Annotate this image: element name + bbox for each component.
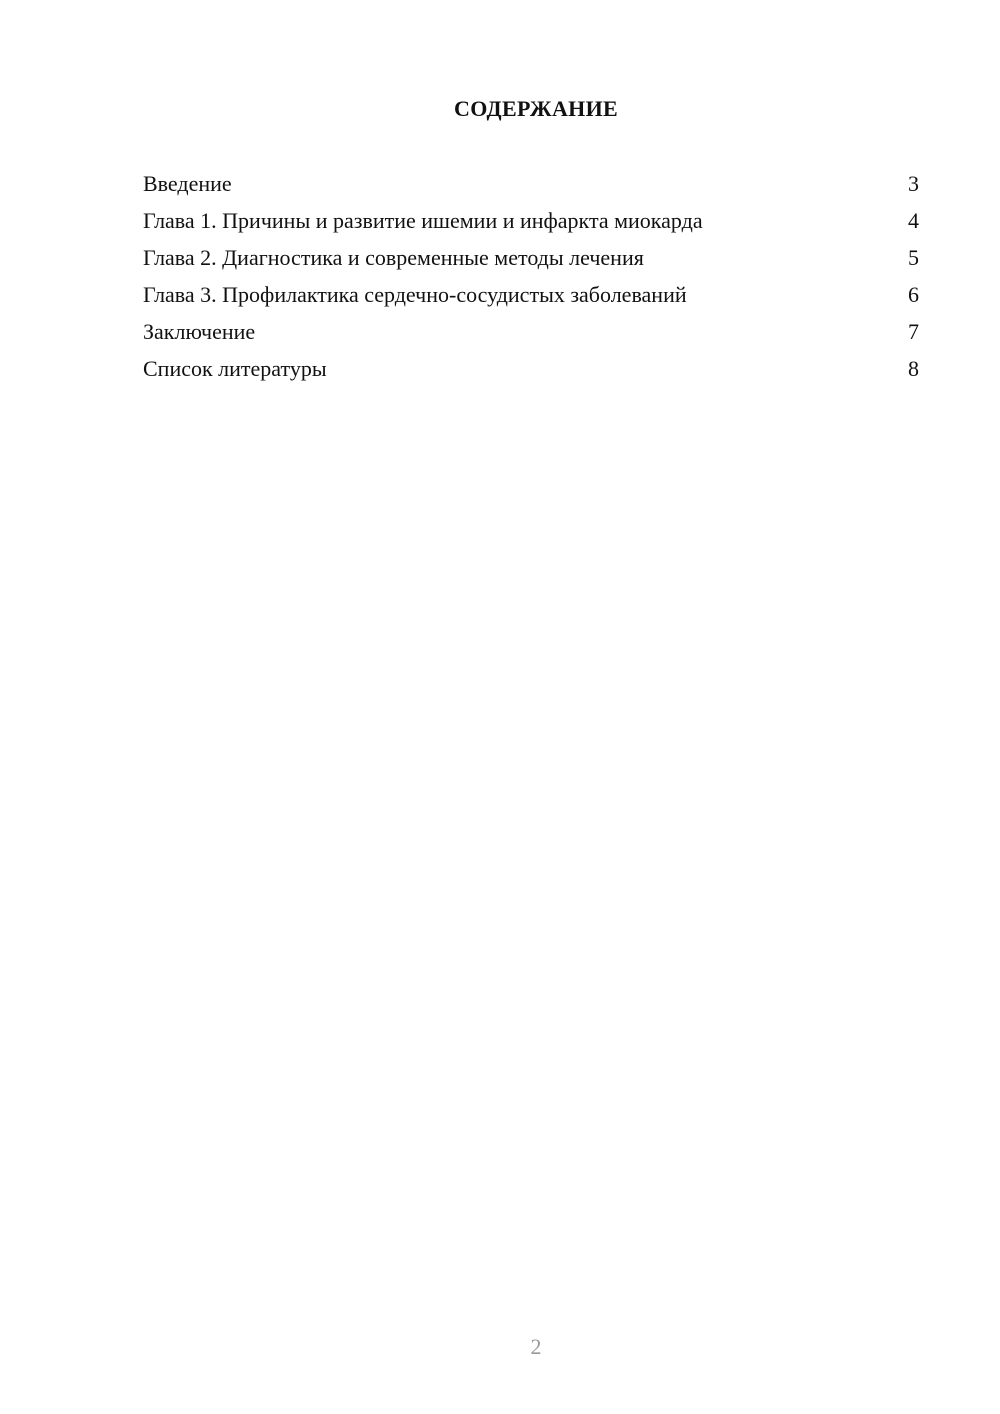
toc-row-chapter-3 xyxy=(143,280,919,317)
toc-entry-title: Глава 1. Причины и развитие ишемии и инфаркта миокарда xyxy=(143,208,703,233)
table-of-contents xyxy=(143,169,919,391)
toc-row-chapter-2 xyxy=(143,243,919,280)
toc-entry-title: Глава 2. Диагностика и современные методы лечения xyxy=(143,245,644,270)
toc-entry-page: 8 xyxy=(908,356,919,381)
toc-entry-title: Глава 3. Профилактика сердечно-сосудистых заболеваний xyxy=(143,282,687,307)
toc-row-introduction xyxy=(143,169,919,206)
toc-entry-title: Заключение xyxy=(143,319,256,344)
toc-heading: СОДЕРЖАНИЕ xyxy=(454,96,618,121)
toc-entry-page: 5 xyxy=(908,245,919,270)
toc-entry-page: 6 xyxy=(908,282,919,307)
toc-entry-page: 7 xyxy=(908,319,919,344)
toc-entry-title: Список литературы xyxy=(143,356,327,381)
page-number: 2 xyxy=(530,1334,542,1359)
toc-row-chapter-1 xyxy=(143,206,919,243)
toc-entry-page: 4 xyxy=(908,208,919,233)
toc-row-references xyxy=(143,354,919,391)
toc-entry-title: Введение xyxy=(143,171,232,196)
toc-entry-page: 3 xyxy=(908,171,919,196)
toc-row-conclusion xyxy=(143,317,919,354)
